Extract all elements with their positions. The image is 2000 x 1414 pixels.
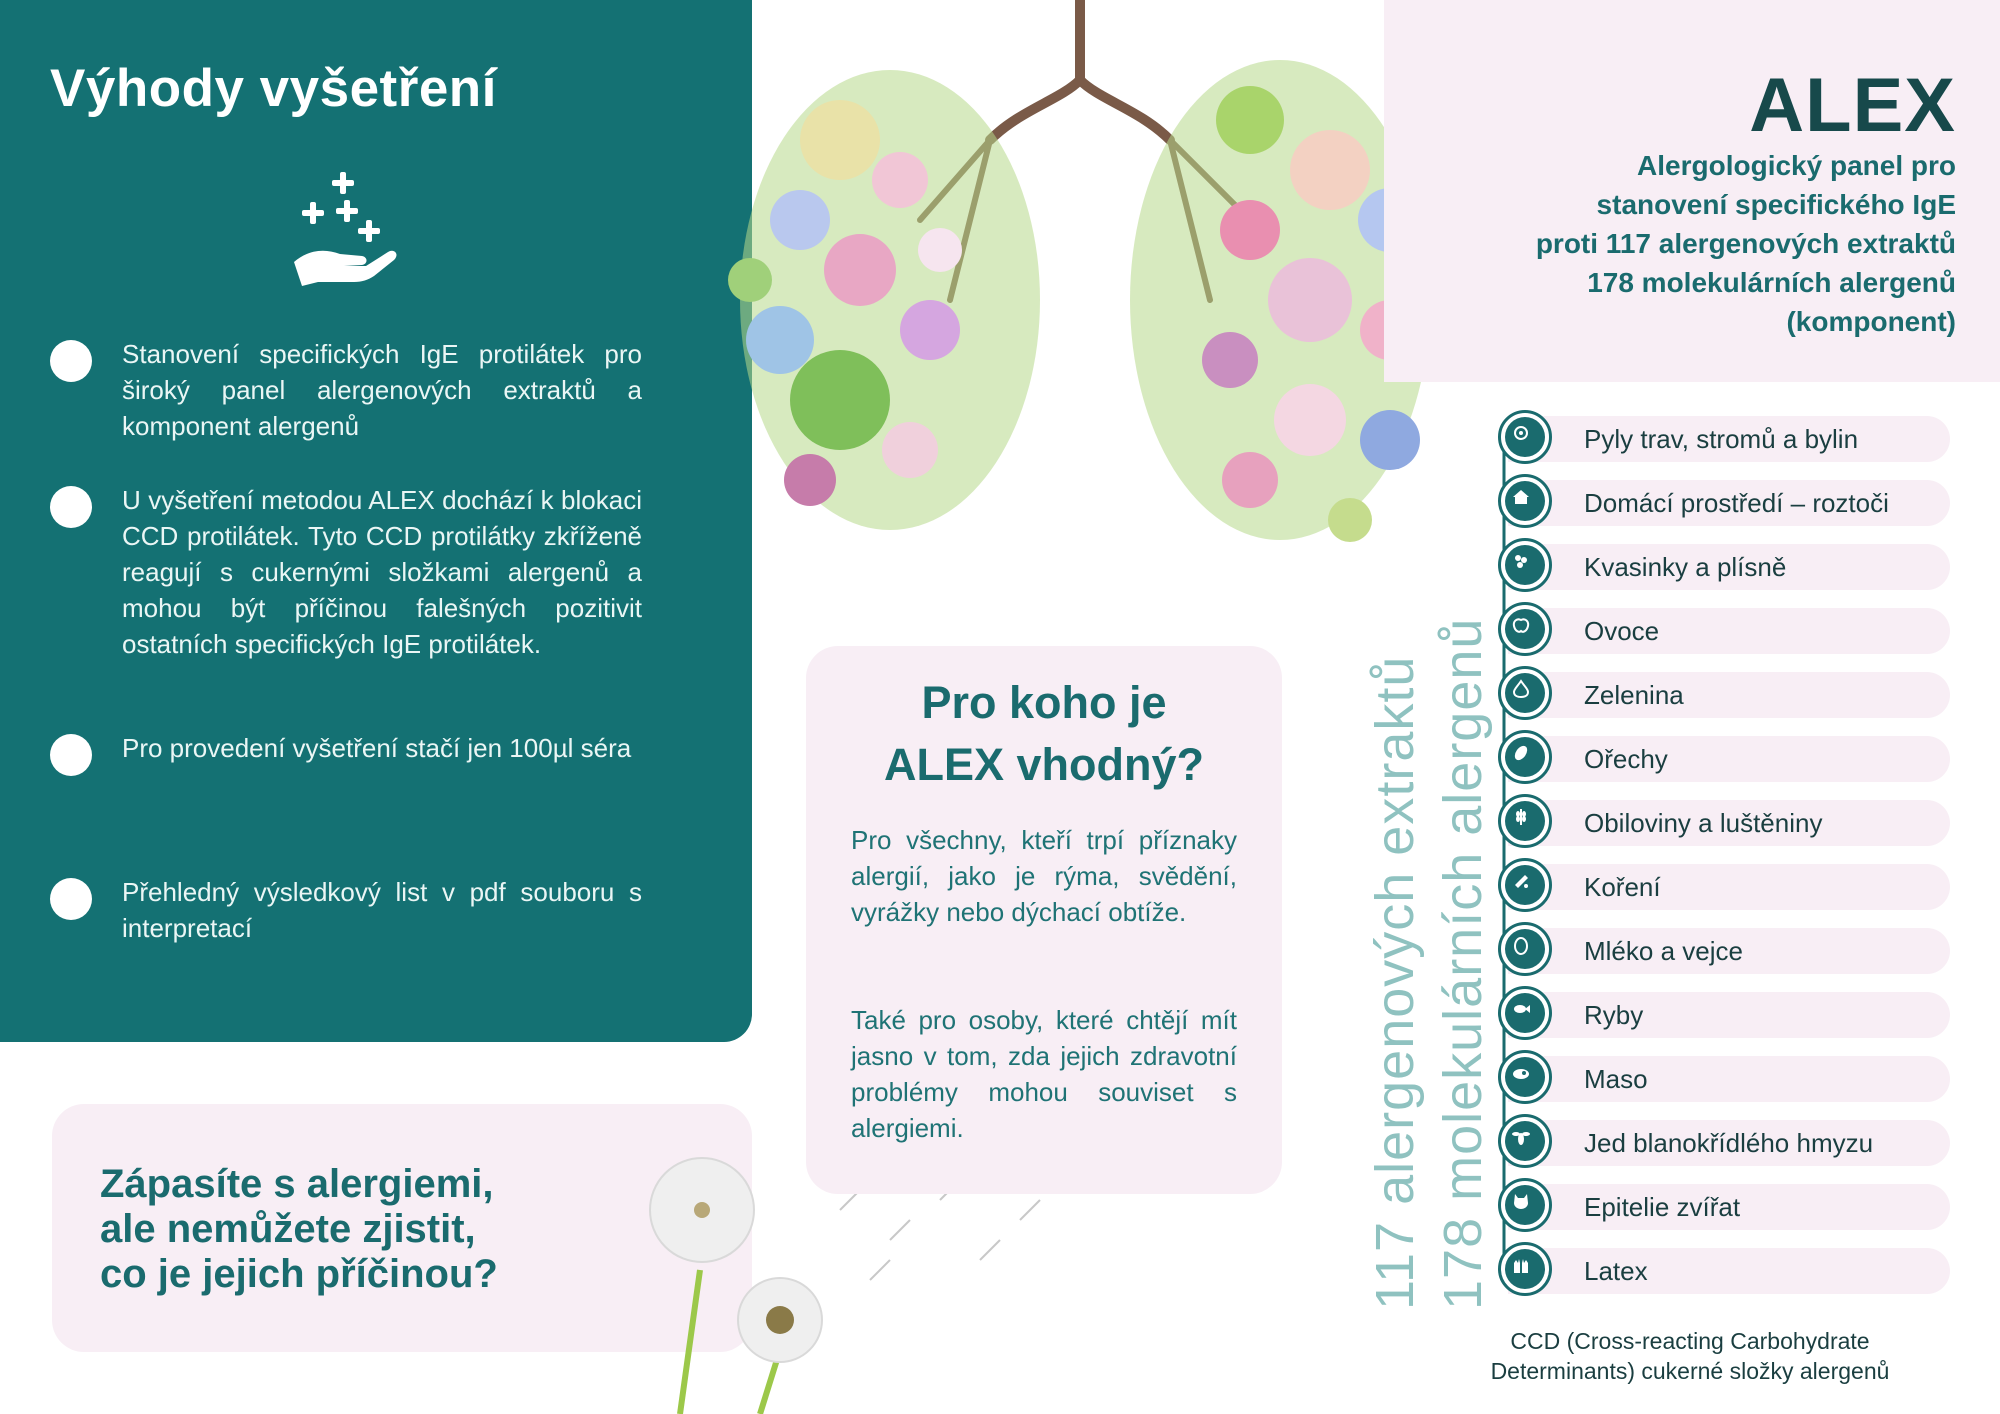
bullet-dot (50, 878, 92, 920)
spice-icon (1498, 858, 1552, 912)
alex-subtitle-line: Alergologický panel pro (1637, 150, 1956, 181)
allergen-item (1508, 928, 1950, 974)
who-card (806, 646, 1282, 1194)
allergen-label: Zelenina (1584, 680, 1684, 710)
allergen-label: Mléko a vejce (1584, 936, 1743, 966)
onion-icon (1498, 666, 1552, 720)
ccd-note-line: CCD (Cross-reacting Carbohydrate (1510, 1328, 1870, 1354)
pollen-icon (1498, 410, 1552, 464)
allergen-label: Epitelie zvířat (1584, 1192, 1741, 1222)
who-title-line: Pro koho je (921, 677, 1167, 728)
alex-title: ALEX (1749, 63, 1956, 148)
vertical-components-label: 178 molekulárních alergenů (1433, 617, 1493, 1310)
peanut-icon (1498, 730, 1552, 784)
meat-icon (1498, 1050, 1552, 1104)
wheat-icon (1498, 794, 1552, 848)
benefit-text: Přehledný výsledkový list v pdf souboru s interpretací (122, 877, 642, 943)
house-icon (1498, 474, 1552, 528)
allergen-label: Ryby (1584, 1000, 1644, 1030)
allergen-label: Jed blanokřídlého hmyzu (1584, 1128, 1874, 1158)
allergen-item (1508, 672, 1950, 718)
hand-with-plus-icon (288, 162, 408, 292)
ccd-footnote (1420, 1326, 1960, 1386)
benefit-text: U vyšetření metodou ALEX dochází k blokaci CCD protilátek. Tyto CCD protilátky zkříženě reagují s cukernými složkami alergenů a mohou být příčinou falešných pozitivit ostatních specifických IgE protilátek. (122, 485, 642, 659)
benefits-title: Výhody vyšetření (50, 59, 497, 118)
gloves-icon (1498, 1242, 1552, 1296)
bullet-dot (50, 340, 92, 382)
who-paragraph: Pro všechny, kteří trpí příznaky alergií, jako je rýma, svědění, vyrážky nebo dýchací obtíže. (851, 825, 1237, 927)
allergen-label: Latex (1584, 1256, 1648, 1286)
vertical-extracts-label: 117 alergenových extraktů (1365, 655, 1425, 1310)
fish-icon (1498, 986, 1552, 1040)
apple-icon (1498, 602, 1552, 656)
allergen-label: Kvasinky a plísně (1584, 552, 1787, 582)
allergen-item (1508, 992, 1950, 1038)
flower-lungs-illustration (690, 0, 1480, 610)
mold-icon (1498, 538, 1552, 592)
who-paragraph: Také pro osoby, které chtějí mít jasno v tom, zda jejich zdravotní problémy mohou souviset s alergiemi. (851, 1005, 1237, 1143)
cat-icon (1498, 1178, 1552, 1232)
egg-icon (1498, 922, 1552, 976)
allergen-label: Koření (1584, 872, 1661, 902)
bullet-dot (50, 486, 92, 528)
allergen-label: Maso (1584, 1064, 1648, 1094)
allergen-label: Obiloviny a luštěniny (1584, 808, 1823, 838)
alex-subtitle-line: stanovení specifického IgE (1596, 189, 1956, 220)
question-line: co je jejich příčinou? (100, 1252, 498, 1296)
who-title-line: ALEX vhodný? (883, 739, 1204, 790)
allergen-label: Ořechy (1584, 744, 1668, 774)
ccd-note-line: Determinants) cukerné složky alergenů (1490, 1358, 1890, 1384)
alex-subtitle-line: (komponent) (1786, 306, 1956, 337)
allergen-item (1508, 608, 1950, 654)
who-title (806, 672, 1282, 796)
allergen-label: Pyly trav, stromů a bylin (1584, 424, 1859, 454)
alex-header-block (1384, 0, 2000, 382)
allergen-item (1508, 1248, 1950, 1294)
question-headline (100, 1162, 720, 1297)
allergen-item (1508, 864, 1950, 910)
question-line: ale nemůžete zjistit, (100, 1207, 476, 1251)
allergen-label: Ovoce (1584, 616, 1660, 646)
bullet-dot (50, 734, 92, 776)
alex-subtitle-line: 178 molekulárních alergenů (1587, 267, 1956, 298)
allergen-item (1508, 544, 1950, 590)
benefit-text: Stanovení specifických IgE protilátek pro široký panel alergenových extraktů a komponent alergenů (122, 339, 642, 441)
allergen-item (1508, 1184, 1950, 1230)
question-line: Zápasíte s alergiemi, (100, 1162, 494, 1206)
allergen-item (1508, 800, 1950, 846)
allergen-item (1508, 1120, 1950, 1166)
bee-icon (1498, 1114, 1552, 1168)
benefit-text: Pro provedení vyšetření stačí jen 100µl séra (122, 733, 632, 763)
allergen-label: Domácí prostředí – roztoči (1584, 488, 1889, 518)
allergen-item (1508, 416, 1950, 462)
allergen-item (1508, 1056, 1950, 1102)
allergen-item (1508, 736, 1950, 782)
alex-subtitle-line: proti 117 alergenových extraktů (1535, 228, 1956, 259)
allergen-item (1508, 480, 1950, 526)
